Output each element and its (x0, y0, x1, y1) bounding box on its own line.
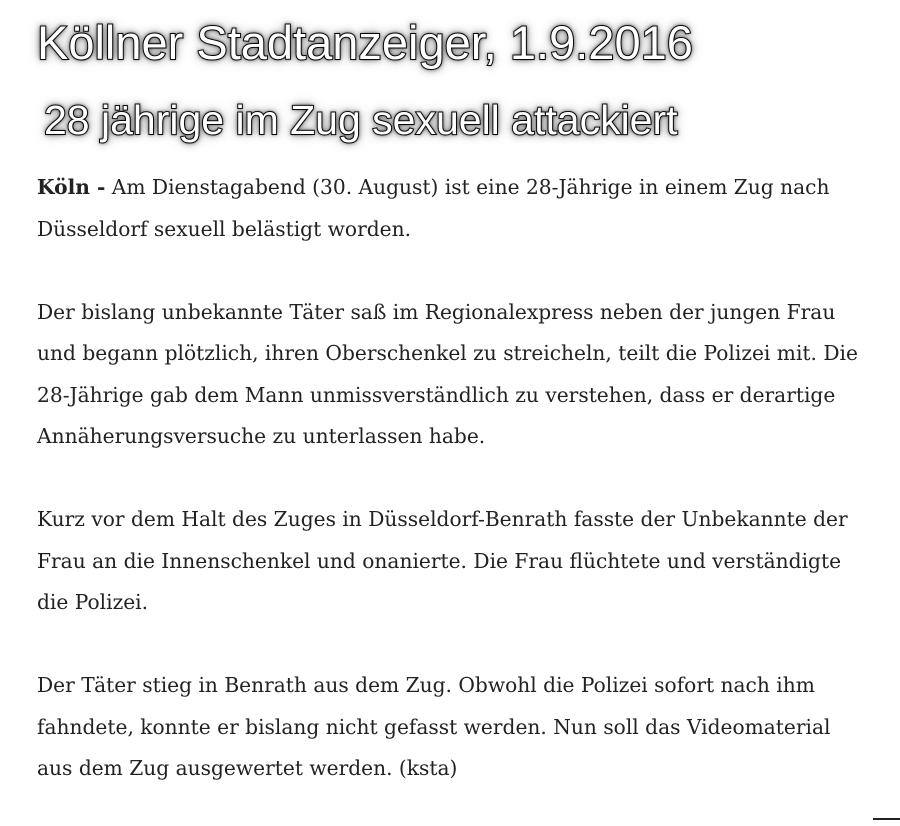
article-lead-text: Am Dienstagabend (30. August) ist eine 28-Jährige in einem Zug nach Düsseldorf sexuell belästigt worden. (37, 175, 830, 241)
article-lead-paragraph (37, 167, 867, 250)
article-body (37, 167, 867, 790)
article-paragraph-3: Kurz vor dem Halt des Zuges in Düsseldorf-Benrath fasste der Unbekannte der Frau an die Innenschenkel und onanierte. Die Frau flüchtete und verständigte die Polizei. (37, 507, 848, 614)
headline-source-date: Köllner Stadtanzeiger, 1.9.2016 (37, 16, 693, 69)
corner-divider-line (873, 818, 900, 820)
headline-title: 28 jährige im Zug sexuell attackiert (44, 97, 678, 143)
article-paragraph-2: Der bislang unbekannte Täter saß im Regionalexpress neben der jungen Frau und begann plötzlich, ihren Oberschenkel zu streicheln, teilt die Polizei mit. Die 28-Jährige gab dem Mann unmissverständlich zu verstehen, dass er derartige Annäherungsversuche zu unterlassen habe. (37, 299, 858, 448)
article-dateline: Köln - (37, 175, 106, 199)
article-paragraph-4: Der Täter stieg in Benrath aus dem Zug. Obwohl die Polizei sofort nach ihm fahndete, konnte er bislang nicht gefasst werden. Nun soll das Videomaterial aus dem Zug ausgewertet werden. (ksta) (37, 673, 831, 780)
